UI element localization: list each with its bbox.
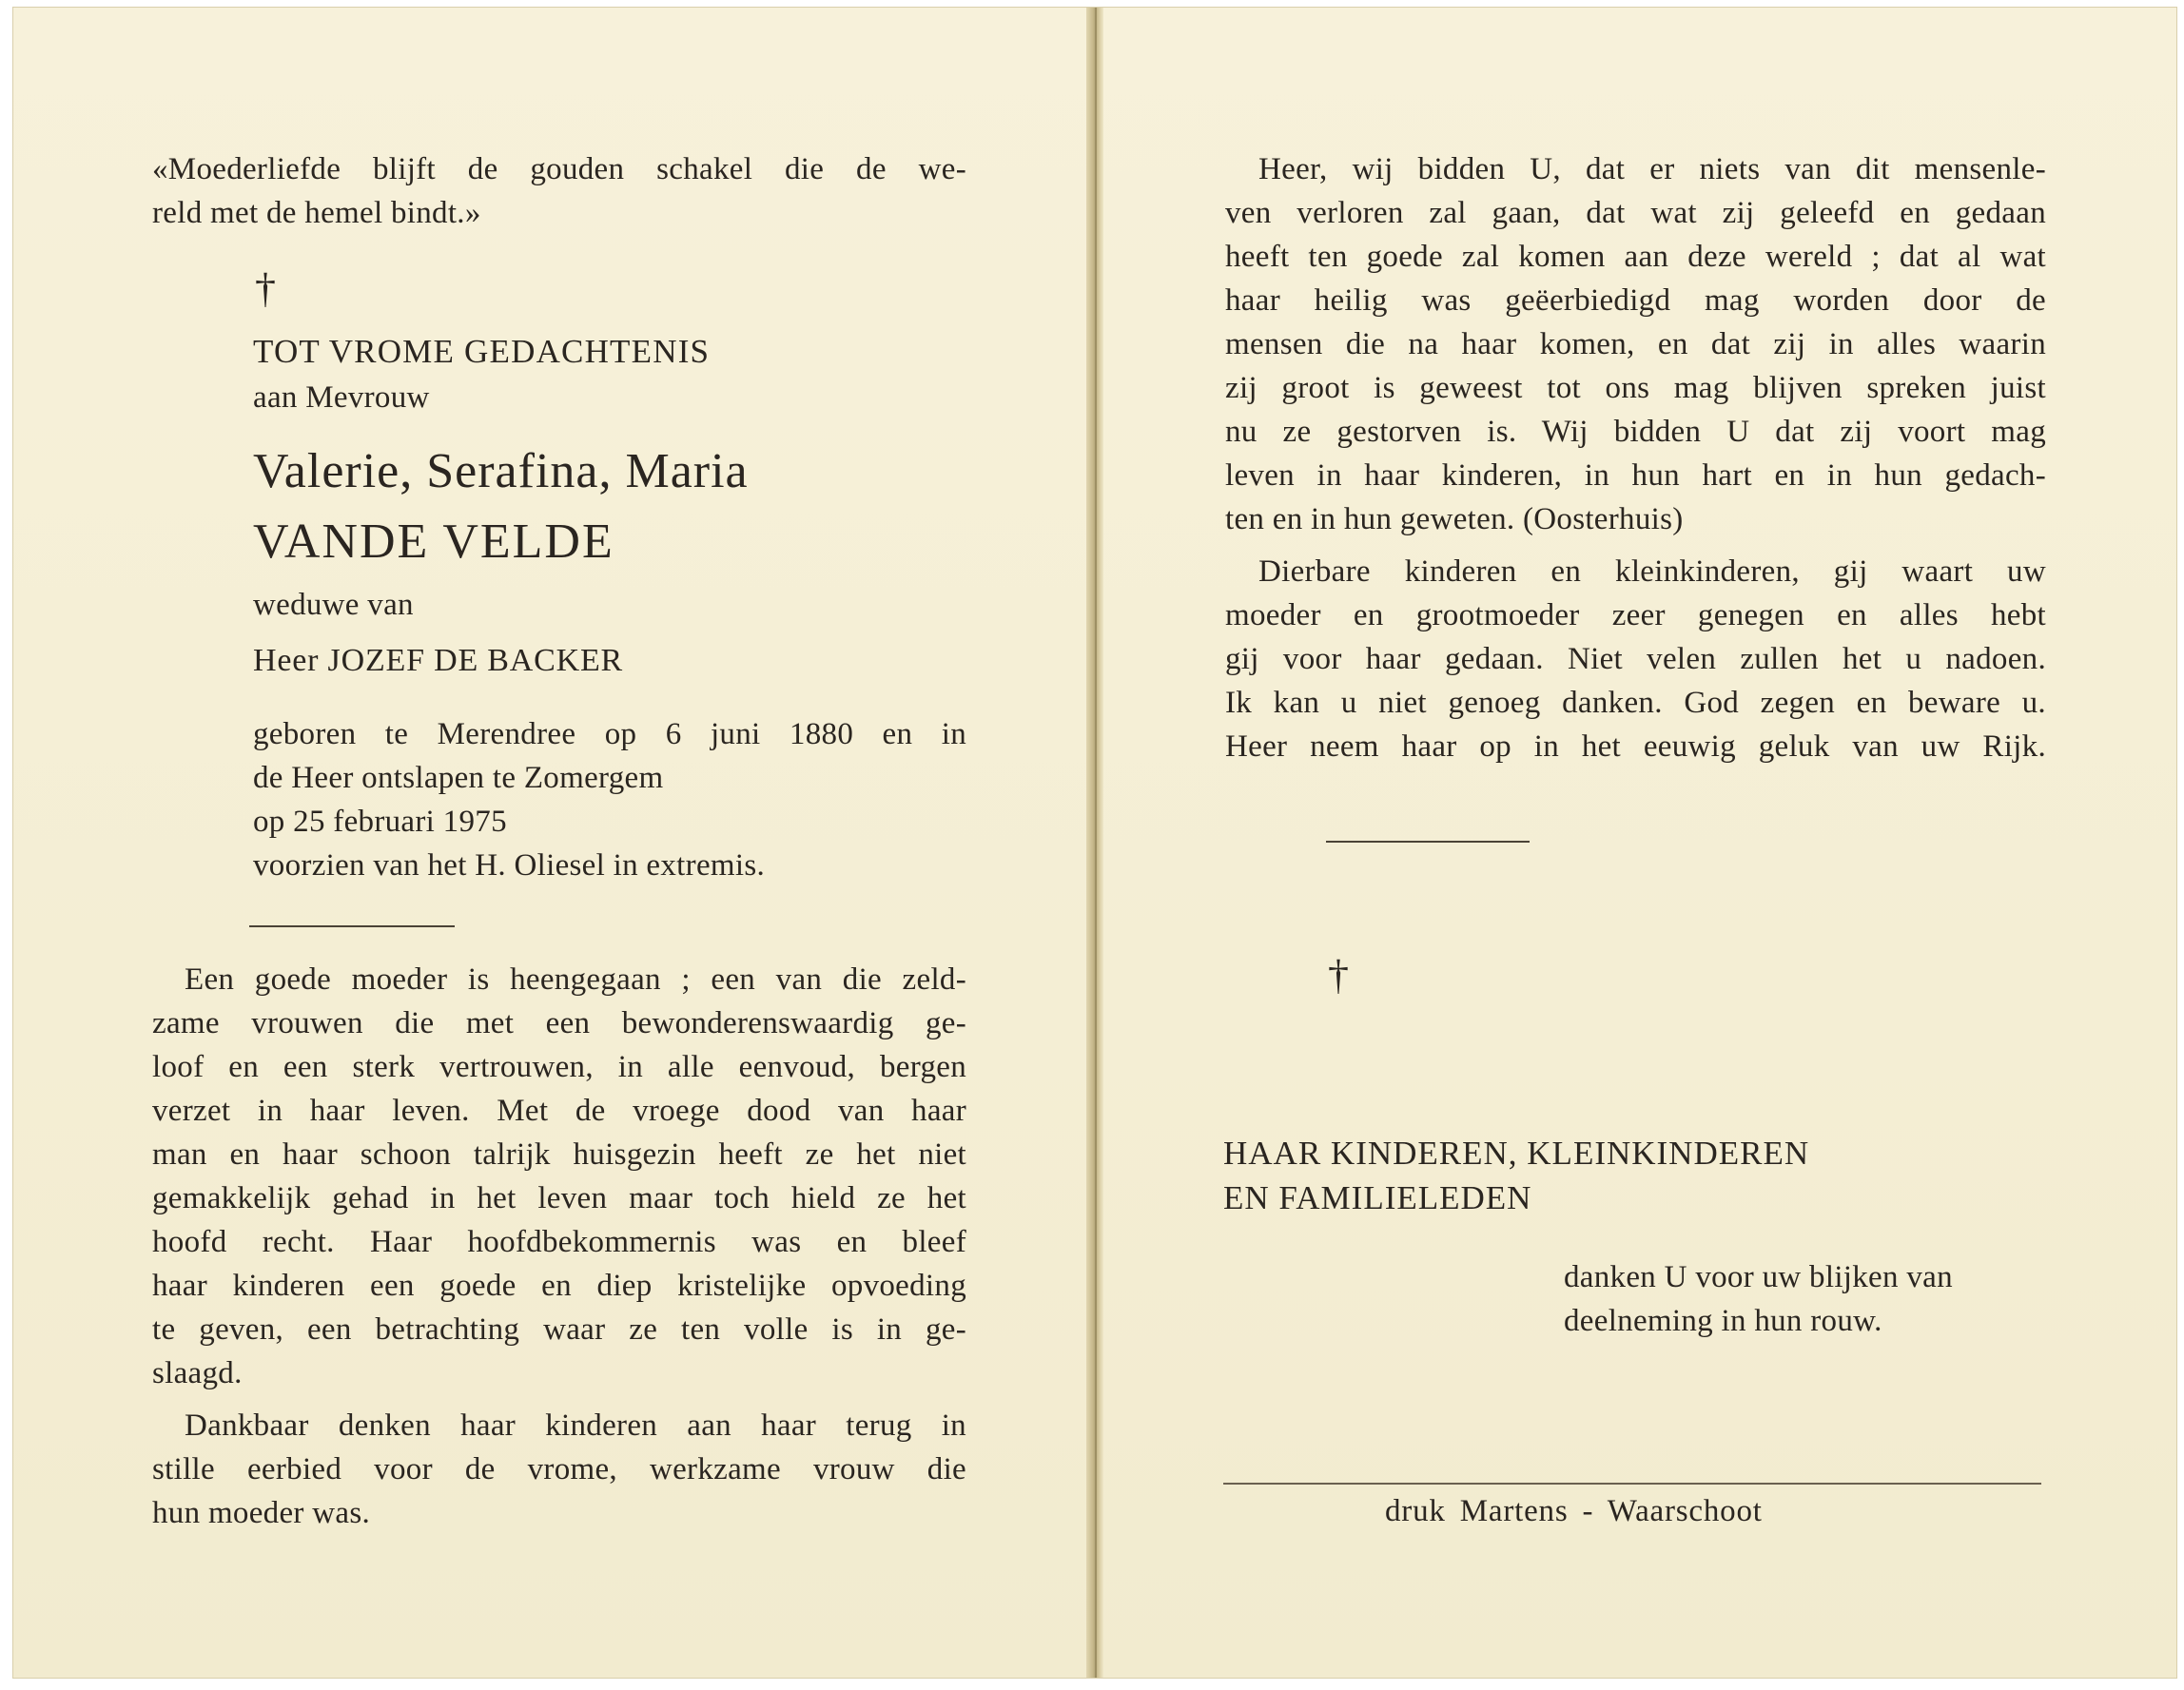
paragraph-1-line: te geven, een betrachting waar ze ten volle is in ge- <box>152 1312 966 1347</box>
fold-crease <box>1095 8 1097 1678</box>
address-line: Heer neem haar op in het eeuwig geluk van uw Rijk. <box>1225 729 2046 764</box>
motto-line-2: reld met de hemel bindt.» <box>152 196 481 230</box>
prayer-line: mensen die na haar komen, en dat zij in alles waarin <box>1225 327 2046 361</box>
deceased-given-names: Valerie, Serafina, Maria <box>253 444 749 498</box>
paragraph-1-line: hoofd recht. Haar hoofdbekommernis was en bleef <box>152 1225 966 1259</box>
divider-left <box>249 925 455 927</box>
paragraph-1-line: man en haar schoon talrijk huisgezin heeft ze het niet <box>152 1137 966 1172</box>
paragraph-1-line: haar kinderen een goede en diep kristelijke opvoeding <box>152 1269 966 1303</box>
divider-right <box>1326 841 1530 843</box>
cross-icon: † <box>1328 952 1349 999</box>
prayer-line: nu ze gestorven is. Wij bidden U dat zij voort mag <box>1225 415 2046 449</box>
prayer-line: zij groot is geweest tot ons mag blijven spreken juist <box>1225 371 2046 405</box>
cross-icon: † <box>255 265 276 312</box>
paragraph-1-line: Een goede moeder is heengegaan ; een van die zeld- <box>185 962 966 997</box>
family-line-1: HAAR KINDEREN, KLEINKINDEREN <box>1223 1135 1810 1172</box>
address-line: gij voor haar gedaan. Niet velen zullen het u nadoen. <box>1225 642 2046 676</box>
birth-line-2: de Heer ontslapen te Zomergem <box>253 761 664 795</box>
paragraph-2-line: stille eerbied voor de vrome, werkzame vrouw die <box>152 1452 966 1486</box>
title-line: aan Mevrouw <box>253 380 430 415</box>
thanks-line-2: deelneming in hun rouw. <box>1564 1304 1882 1338</box>
paragraph-2-line: hun moeder was. <box>152 1496 371 1530</box>
birth-line-1: geboren te Merendree op 6 juni 1880 en in <box>253 717 966 751</box>
paragraph-1-line: gemakkelijk gehad in het leven maar toch hield ze het <box>152 1181 966 1215</box>
paragraph-1-line: zame vrouwen die met een bewonderenswaardig ge- <box>152 1006 966 1040</box>
birth-line-4: voorzien van het H. Oliesel in extremis. <box>253 848 766 883</box>
paragraph-1-line: verzet in haar leven. Met de vroege dood van haar <box>152 1094 966 1128</box>
address-line: Ik kan u niet genoeg danken. God zegen en beware u. <box>1225 686 2046 720</box>
prayer-line: leven in haar kinderen, in hun hart en in hun gedach- <box>1225 458 2046 493</box>
prayer-line: Heer, wij bidden U, dat er niets van dit mensenle- <box>1258 152 2046 186</box>
address-line: moeder en grootmoeder zeer genegen en alles hebt <box>1225 598 2046 632</box>
footer-rule <box>1223 1483 2041 1485</box>
paragraph-1-line: loof en een sterk vertrouwen, in alle eenvoud, bergen <box>152 1050 966 1084</box>
thanks-line-1: danken U voor uw blijken van <box>1564 1260 1953 1294</box>
paragraph-2-line: Dankbaar denken haar kinderen aan haar terug in <box>185 1408 966 1443</box>
prayer-line: haar heilig was geëerbiedigd mag worden door de <box>1225 283 2046 318</box>
prayer-line: ven verloren zal gaan, dat wat zij geleefd en gedaan <box>1225 196 2046 230</box>
printer-credit: druk Martens - Waarschoot <box>1385 1494 1763 1528</box>
deceased-surname: VANDE VELDE <box>253 515 614 569</box>
motto-line-1: «Moederliefde blijft de gouden schakel die de we- <box>152 152 966 186</box>
address-line: Dierbare kinderen en kleinkinderen, gij waart uw <box>1258 554 2046 589</box>
birth-line-3: op 25 februari 1975 <box>253 805 507 839</box>
family-line-2: EN FAMILIELEDEN <box>1223 1179 1532 1216</box>
prayer-line: heeft ten goede zal komen aan deze wereld ; dat al wat <box>1225 240 2046 274</box>
widow-of: weduwe van <box>253 588 414 622</box>
header-title: TOT VROME GEDACHTENIS <box>253 333 711 370</box>
prayer-line: ten en in hun geweten. (Oosterhuis) <box>1225 502 1684 536</box>
husband-name: Heer JOZEF DE BACKER <box>253 643 624 678</box>
paragraph-1-line: slaagd. <box>152 1356 243 1390</box>
